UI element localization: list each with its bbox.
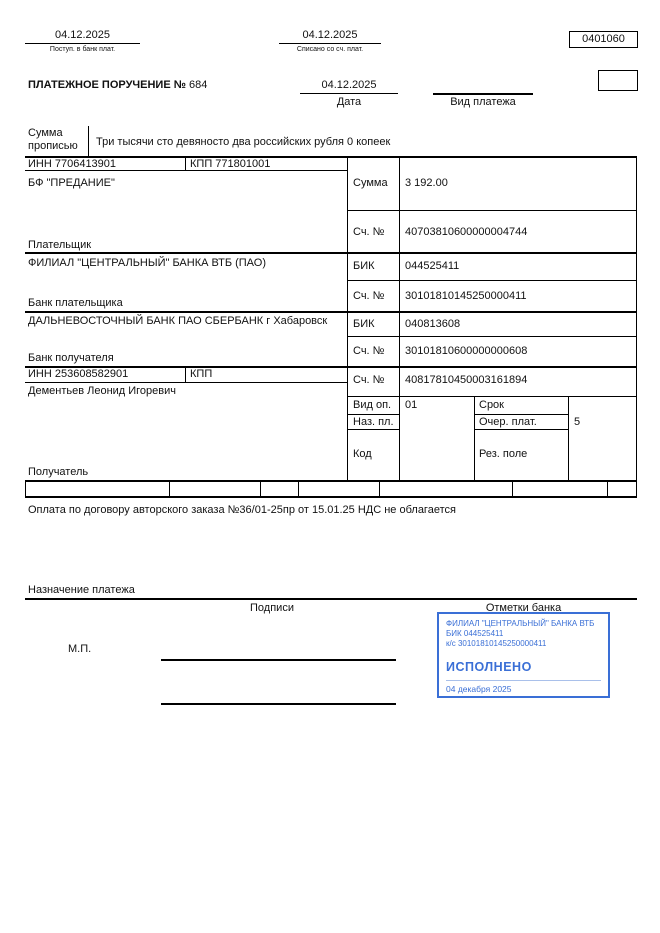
purpose-code-label: Наз. пл. — [353, 416, 394, 428]
payee-inn: ИНН 253608582901 — [28, 368, 129, 380]
payer-bank-account-label: Сч. № — [353, 290, 385, 302]
priority-value: 5 — [574, 416, 581, 428]
stamp-bik: БИК 044525411 — [446, 629, 504, 638]
table-line — [25, 480, 637, 482]
received-date-label: Поступ. в банк плат. — [49, 46, 116, 53]
payee-bank-account-label: Сч. № — [353, 345, 385, 357]
table-line — [25, 382, 347, 383]
sum-label: Сумма — [353, 177, 388, 189]
op-kind-label: Вид оп. — [353, 399, 392, 411]
amount-words-divider — [88, 126, 89, 156]
table-line — [347, 429, 400, 430]
table-line — [474, 414, 569, 415]
table-line — [298, 481, 299, 497]
purpose-text: Оплата по договору авторского заказа №36/01-25пр от 15.01.25 НДС не облагается — [28, 504, 456, 516]
bank-marks-label: Отметки банка — [485, 602, 562, 614]
bank-stamp — [437, 612, 610, 698]
payer-inn: ИНН 7706413901 — [28, 158, 117, 170]
term-label: Срок — [479, 399, 504, 411]
payee-label: Получатель — [28, 466, 89, 478]
priority-label: Очер. плат. — [479, 416, 537, 428]
payer-name: БФ "ПРЕДАНИЕ" — [28, 177, 115, 189]
payer-account: 40703810600000004744 — [405, 226, 528, 238]
table-line — [347, 414, 400, 415]
table-line — [25, 496, 637, 498]
table-line — [474, 396, 475, 481]
payee-name: Дементьев Леонид Игоревич — [28, 385, 177, 397]
payee-bank-name: ДАЛЬНЕВОСТОЧНЫЙ БАНК ПАО СБЕРБАНК г Хабаровск — [28, 315, 328, 327]
stamp-date: 04 декабря 2025 — [446, 680, 601, 694]
purpose-label: Назначение платежа — [28, 584, 135, 596]
sum-value: 3 192.00 — [405, 177, 448, 189]
amount-words: Три тысячи сто девяносто два российских рубля 0 копеек — [96, 136, 391, 148]
payee-bank-account: 30101810600000000608 — [405, 345, 528, 357]
table-line — [607, 481, 608, 497]
amount-words-label: Сумма прописью — [28, 127, 78, 152]
table-line — [25, 311, 637, 313]
document-number: 684 — [189, 79, 208, 91]
payee-account: 40817810450003161894 — [405, 374, 528, 386]
empty-field-box — [598, 70, 638, 91]
table-line — [347, 156, 348, 481]
document-title-text: ПЛАТЕЖНОЕ ПОРУЧЕНИЕ № — [28, 79, 186, 91]
table-line — [185, 366, 186, 383]
table-line — [25, 252, 637, 254]
reserve-label: Рез. поле — [479, 448, 528, 460]
payee-account-label: Сч. № — [353, 374, 385, 386]
payer-kpp: КПП 771801001 — [190, 158, 271, 170]
payer-bank-bik: 044525411 — [405, 260, 460, 272]
table-line — [379, 481, 380, 497]
payer-bank-bik-label: БИК — [353, 260, 375, 272]
mp-label: М.П. — [68, 643, 92, 655]
payer-label: Плательщик — [28, 239, 92, 251]
table-line — [185, 156, 186, 171]
purpose-underline — [25, 598, 637, 600]
payee-kpp: КПП — [190, 368, 213, 380]
debited-date: 04.12.2025 — [279, 29, 381, 44]
op-kind-value: 01 — [405, 399, 418, 411]
table-line — [568, 396, 569, 481]
table-line — [636, 156, 637, 481]
table-line — [169, 481, 170, 497]
table-line — [347, 280, 637, 281]
signature-line-1 — [161, 659, 396, 661]
table-line — [399, 156, 400, 481]
payee-bank-bik-label: БИК — [353, 318, 375, 330]
table-line — [260, 481, 261, 497]
document-date-label: Дата — [336, 96, 362, 108]
payer-account-label: Сч. № — [353, 226, 385, 238]
table-line — [347, 210, 637, 211]
payment-kind-line — [433, 93, 533, 95]
debited-date-label: Списано со сч. плат. — [296, 46, 364, 53]
table-line — [347, 336, 637, 337]
table-line — [25, 156, 637, 158]
received-date: 04.12.2025 — [25, 29, 140, 44]
table-line — [25, 481, 26, 497]
payee-bank-label: Банк получателя — [28, 352, 114, 364]
form-code-box: 0401060 — [569, 31, 638, 48]
table-line — [347, 396, 637, 397]
payer-bank-name: ФИЛИАЛ "ЦЕНТРАЛЬНЫЙ" БАНКА ВТБ (ПАО) — [28, 257, 266, 269]
stamp-status: ИСПОЛНЕНО — [446, 660, 532, 674]
payee-bank-bik: 040813608 — [405, 318, 461, 330]
signature-line-2 — [161, 703, 396, 705]
stamp-bank-name: ФИЛИАЛ "ЦЕНТРАЛЬНЫЙ" БАНКА ВТБ — [446, 619, 595, 628]
code-label: Код — [353, 448, 372, 460]
table-line — [512, 481, 513, 497]
payment-kind-label: Вид платежа — [450, 96, 516, 108]
table-line — [636, 481, 637, 497]
document-date: 04.12.2025 — [300, 79, 398, 94]
signatures-label: Подписи — [250, 602, 294, 614]
document-title — [28, 79, 207, 92]
payer-bank-label: Банк плательщика — [28, 297, 123, 309]
payer-bank-account: 30101810145250000411 — [405, 290, 527, 302]
stamp-corr-account: к/с 30101810145250000411 — [446, 639, 547, 648]
table-line — [474, 429, 569, 430]
